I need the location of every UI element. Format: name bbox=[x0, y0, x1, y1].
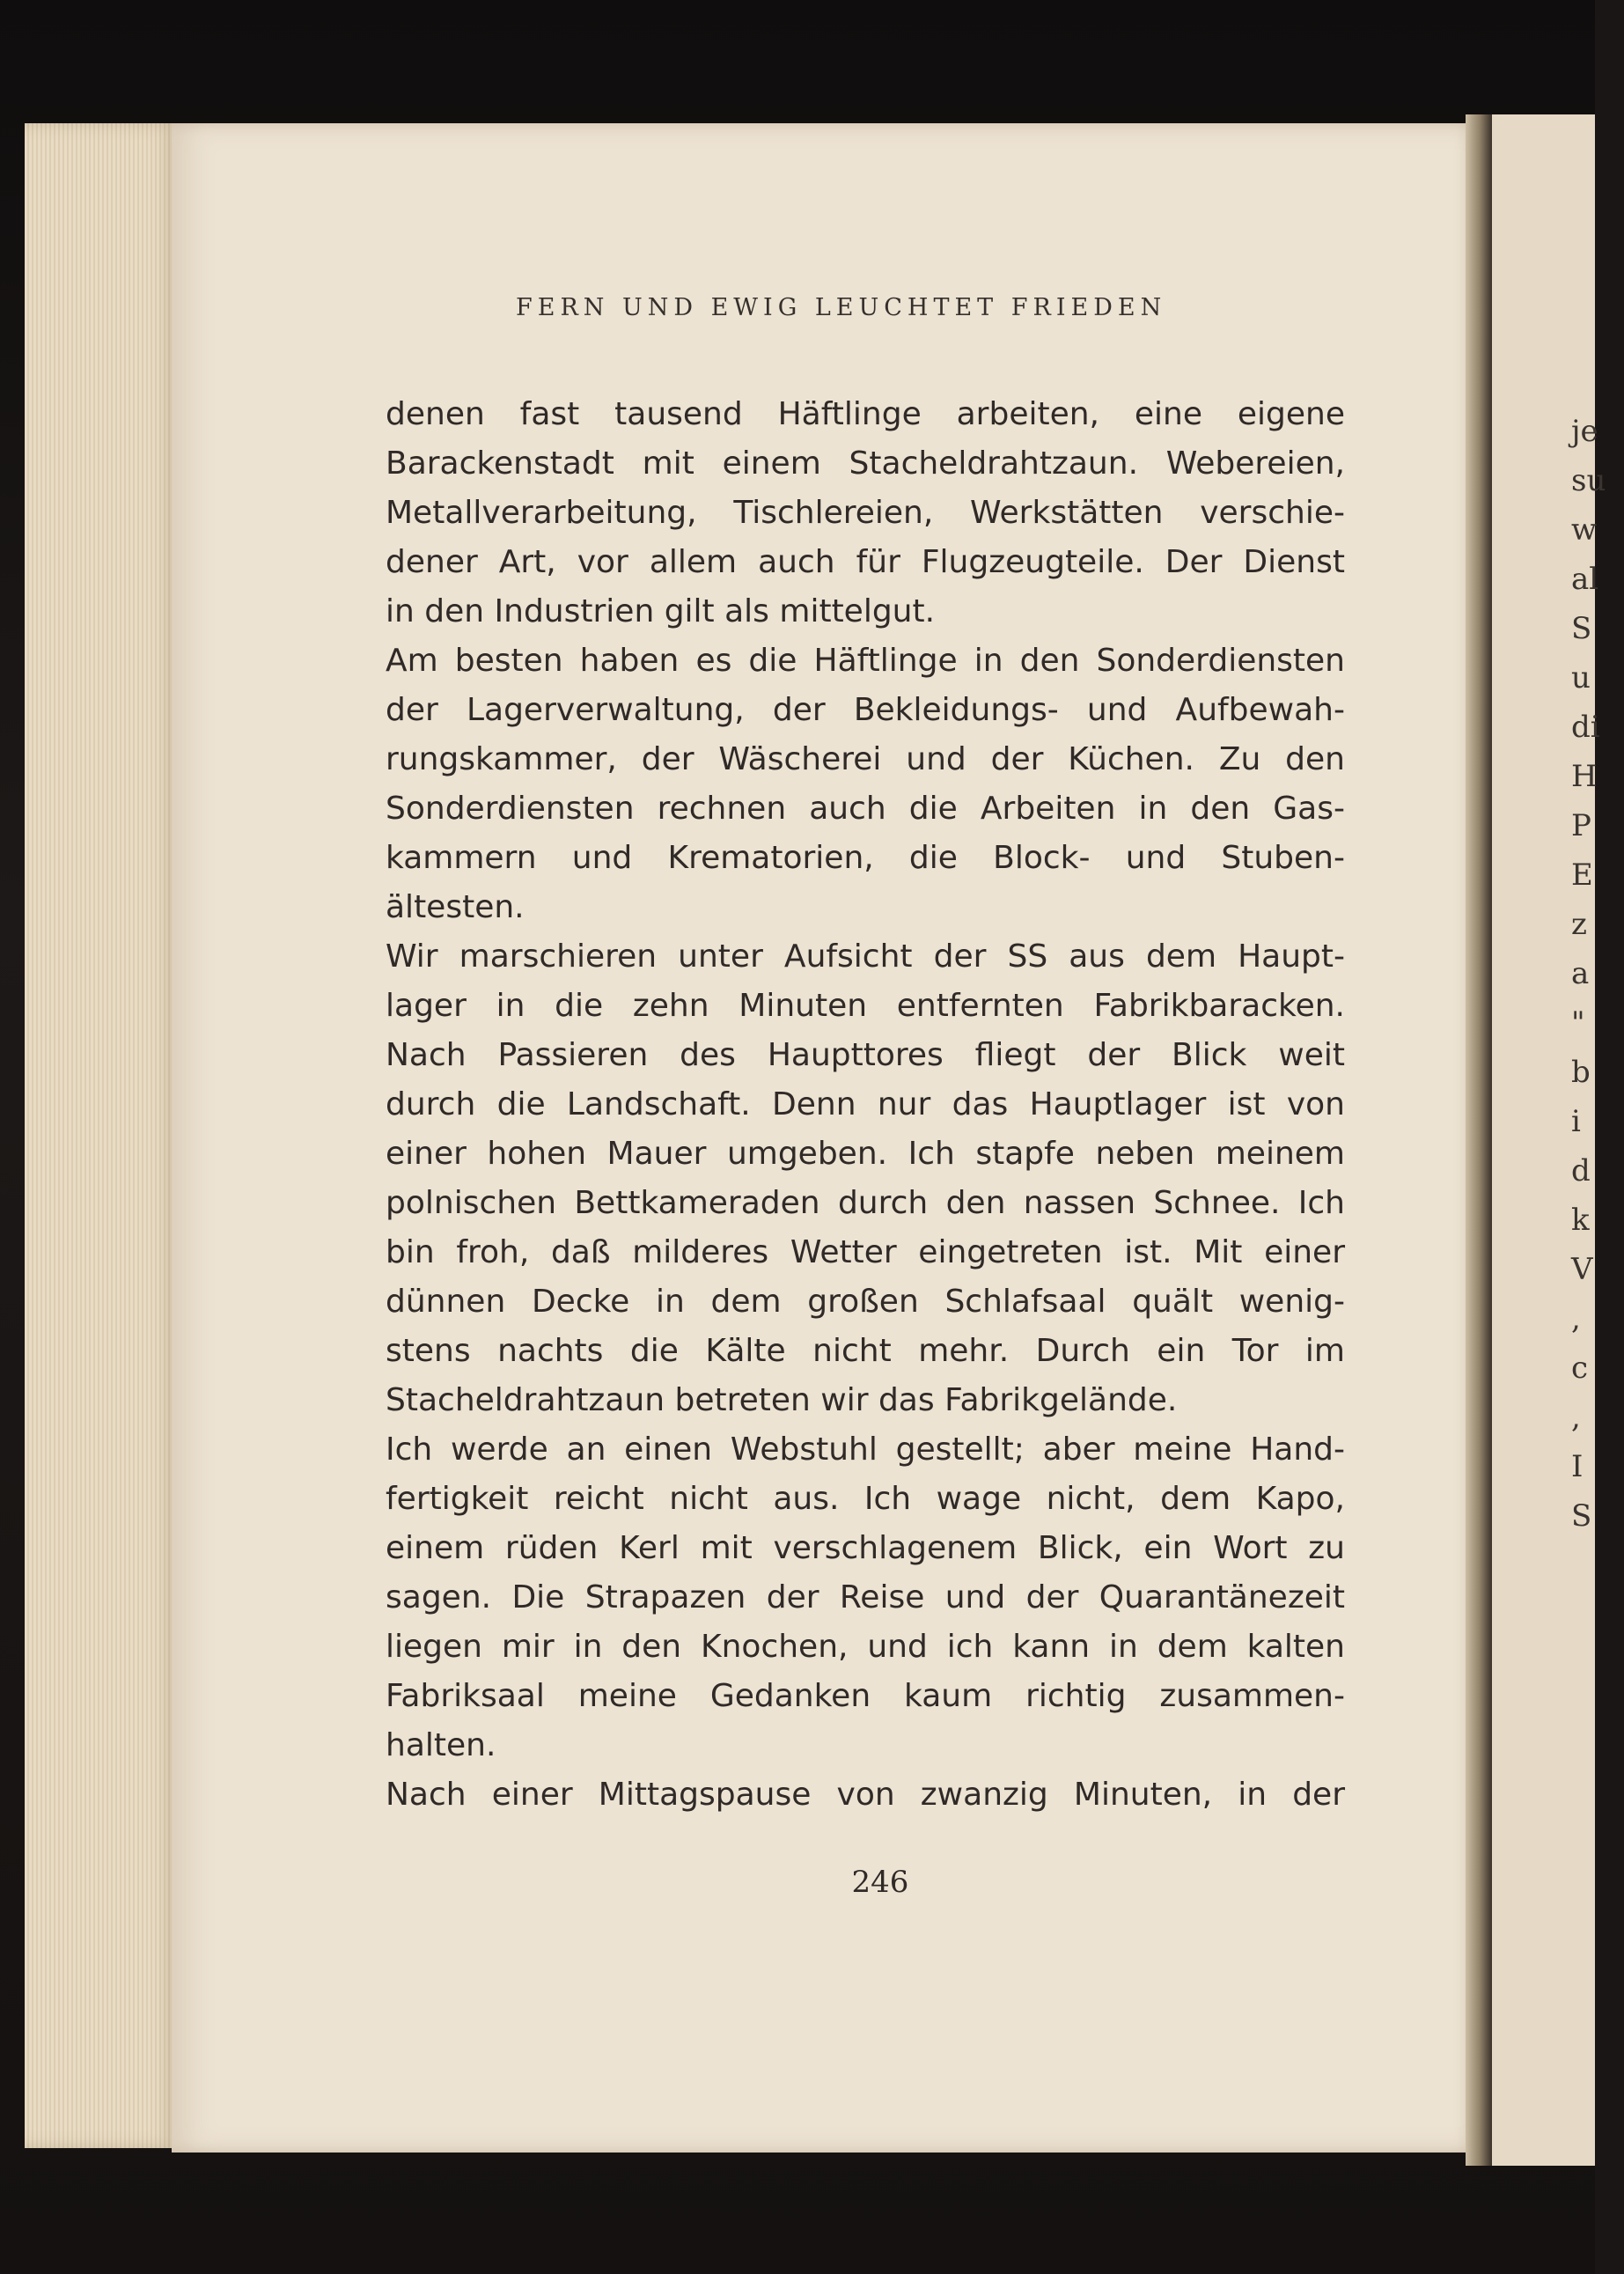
book-page-edges bbox=[25, 123, 179, 2148]
facing-page-fragment: " bbox=[1571, 1005, 1585, 1041]
facing-page-fragment: di bbox=[1571, 710, 1600, 745]
text-line: stens nachts die Kälte nicht mehr. Durch ein Tor im bbox=[386, 1333, 1345, 1369]
facing-page-fragment: P bbox=[1571, 808, 1591, 843]
body-text bbox=[386, 390, 1345, 1820]
text-line: Wir marschieren unter Aufsicht der SS aus dem Haupt- bbox=[386, 938, 1345, 975]
facing-page-fragment: z bbox=[1571, 907, 1587, 942]
page-number: 246 bbox=[851, 1865, 909, 1900]
text-line: Am besten haben es die Häftlinge in den Sonderdiensten bbox=[386, 643, 1345, 679]
text-line: Metallverarbeitung, Tischlereien, Werkstätten verschie- bbox=[386, 495, 1345, 531]
facing-page-fragment: E bbox=[1571, 857, 1593, 893]
facing-page-fragment: je bbox=[1571, 414, 1598, 449]
text-line: Fabriksaal meine Gedanken kaum richtig zusammen- bbox=[386, 1678, 1345, 1714]
text-line: polnischen Bettkameraden durch den nassen Schnee. Ich bbox=[386, 1185, 1345, 1221]
facing-page-fragment: S bbox=[1571, 611, 1592, 646]
facing-page-fragment: k bbox=[1571, 1203, 1590, 1238]
facing-page bbox=[1492, 114, 1606, 2166]
text-line: einem rüden Kerl mit verschlagenem Blick, ein Wort zu bbox=[386, 1530, 1345, 1566]
text-line: der Lagerverwaltung, der Bekleidungs- und Aufbewah- bbox=[386, 692, 1345, 728]
text-line: liegen mir in den Knochen, und ich kann in dem kalten bbox=[386, 1629, 1345, 1665]
facing-page-fragment: S bbox=[1571, 1498, 1592, 1534]
facing-page-fragment: su bbox=[1571, 463, 1606, 498]
facing-page-fragment: c bbox=[1571, 1350, 1589, 1386]
text-line: lager in die zehn Minuten entfernten Fabrikbaracken. bbox=[386, 988, 1345, 1024]
facing-page-fragment: H bbox=[1571, 759, 1598, 794]
text-line: einer hohen Mauer umgeben. Ich stapfe neben meinem bbox=[386, 1136, 1345, 1172]
text-line: Barackenstadt mit einem Stacheldrahtzaun. Webereien, bbox=[386, 445, 1345, 482]
text-line: Ich werde an einen Webstuhl gestellt; aber meine Hand- bbox=[386, 1431, 1345, 1468]
text-line: halten. bbox=[386, 1727, 496, 1763]
text-line: in den Industrien gilt als mittelgut. bbox=[386, 593, 936, 629]
facing-page-fragment: d bbox=[1571, 1153, 1591, 1189]
text-line: Stacheldrahtzaun betreten wir das Fabrikgelände. bbox=[386, 1382, 1178, 1418]
facing-page-fragment: b bbox=[1571, 1055, 1591, 1090]
text-line: rungskammer, der Wäscherei und der Küchen. Zu den bbox=[386, 741, 1345, 777]
text-line: dünnen Decke in dem großen Schlafsaal quält wenig- bbox=[386, 1284, 1345, 1320]
facing-page-fragment: a bbox=[1571, 956, 1590, 991]
running-head: FERN UND EWIG LEUCHTET FRIEDEN bbox=[516, 294, 1167, 321]
book-gutter bbox=[1466, 114, 1492, 2166]
text-line: denen fast tausend Häftlinge arbeiten, eine eigene bbox=[386, 396, 1345, 432]
facing-page-fragment: al bbox=[1571, 562, 1599, 597]
text-line: bin froh, daß milderes Wetter eingetreten ist. Mit einer bbox=[386, 1234, 1345, 1270]
text-line: Nach einer Mittagspause von zwanzig Minuten, in der bbox=[386, 1777, 1345, 1813]
text-line: sagen. Die Strapazen der Reise und der Quarantänezeit bbox=[386, 1579, 1345, 1615]
facing-page-fragment: , bbox=[1571, 1400, 1581, 1435]
facing-page-fragment: i bbox=[1571, 1104, 1581, 1139]
text-line: kammern und Krematorien, die Block- und Stuben- bbox=[386, 840, 1345, 876]
text-line: Nach Passieren des Haupttores fliegt der Blick weit bbox=[386, 1037, 1345, 1073]
facing-page-fragment: u bbox=[1571, 660, 1591, 695]
text-line: ältesten. bbox=[386, 889, 525, 925]
facing-page-fragment: I bbox=[1571, 1449, 1584, 1484]
text-line: Sonderdiensten rechnen auch die Arbeiten in den Gas- bbox=[386, 791, 1345, 827]
text-line: dener Art, vor allem auch für Flugzeugteile. Der Dienst bbox=[386, 544, 1345, 580]
facing-page-fragment: , bbox=[1571, 1301, 1581, 1336]
text-line: fertigkeit reicht nicht aus. Ich wage nicht, dem Kapo, bbox=[386, 1481, 1345, 1517]
facing-page-fragment: V bbox=[1571, 1252, 1593, 1287]
facing-page-fragment: w bbox=[1571, 512, 1598, 548]
text-line: durch die Landschaft. Denn nur das Hauptlager ist von bbox=[386, 1086, 1345, 1122]
